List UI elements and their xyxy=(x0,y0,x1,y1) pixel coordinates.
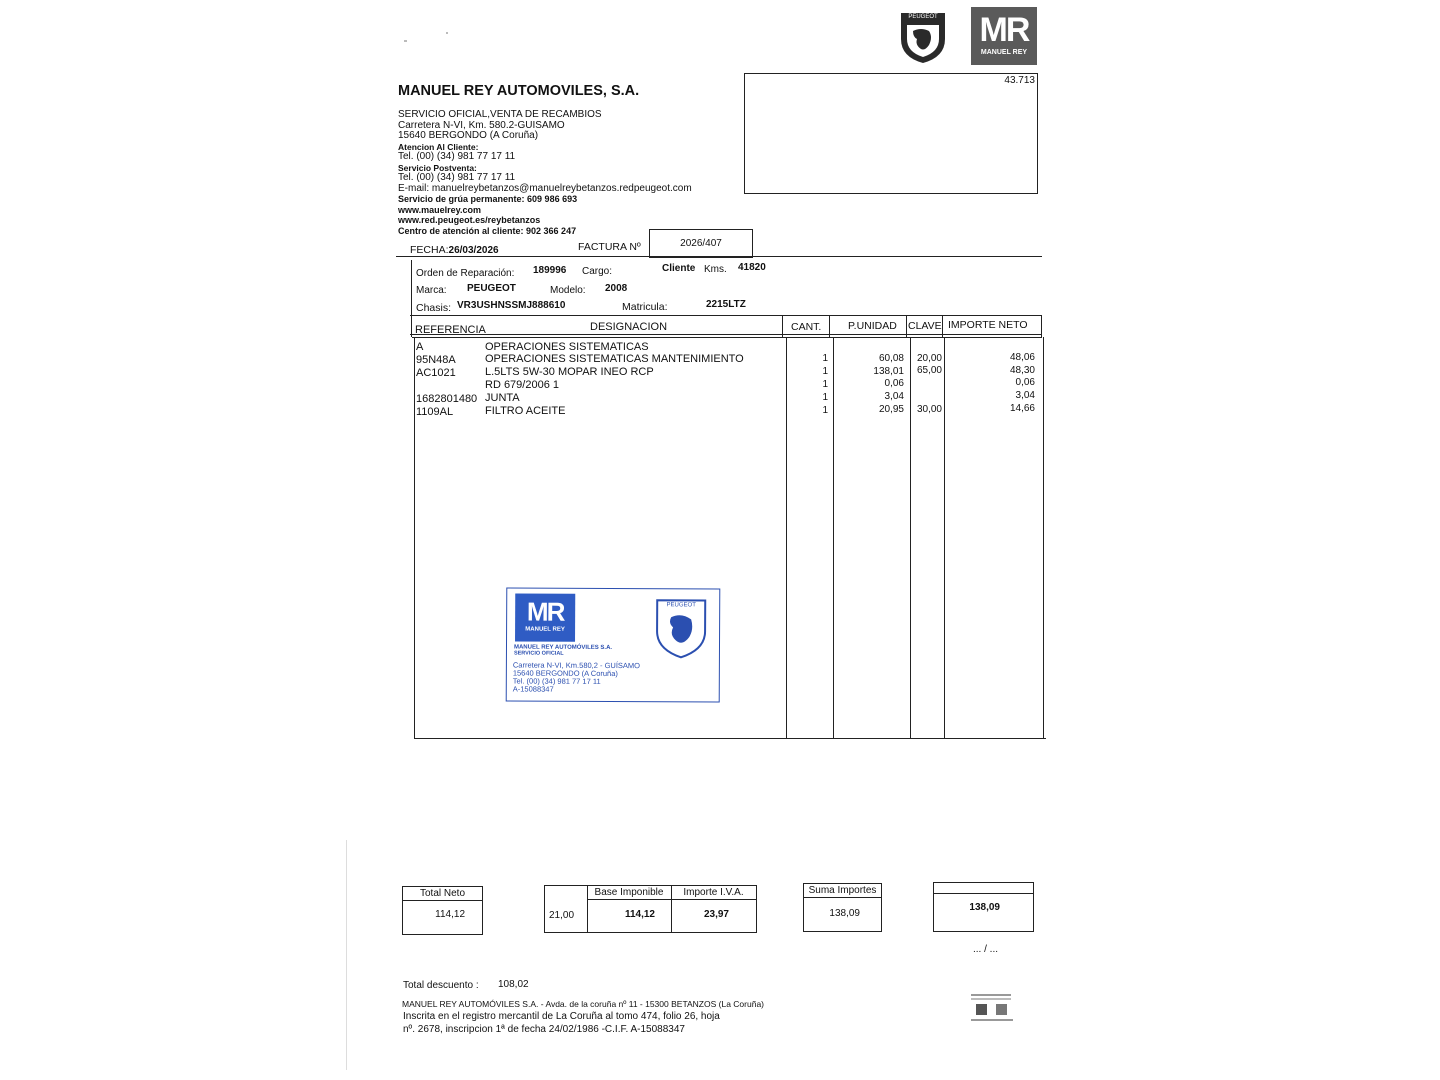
orden-value: 189996 xyxy=(533,265,567,276)
table-header-line xyxy=(410,334,1042,335)
address-line: www.mauelrey.com xyxy=(398,204,482,215)
row-punidad: 0,06 xyxy=(884,378,904,389)
row-ref: 95N48A xyxy=(416,354,456,366)
row-ref: AC1021 xyxy=(416,367,456,379)
social-icons xyxy=(969,992,1015,1024)
total-final-value: 138,09 xyxy=(969,902,1000,913)
company-address-block xyxy=(398,110,692,236)
suma-label: Suma Importes xyxy=(804,884,881,898)
total-neto-value: 114,12 xyxy=(435,909,465,920)
row-cant: 1 xyxy=(822,379,828,390)
stamp-mr-subtext: MANUEL REY xyxy=(525,626,565,633)
row-importe: 48,06 xyxy=(1009,352,1035,363)
kms-label: Kms. xyxy=(704,264,727,275)
base-value: 114,12 xyxy=(624,909,655,920)
factura-label: FACTURA Nº xyxy=(578,241,641,253)
fecha-label: FECHA: xyxy=(410,244,449,256)
manuel-rey-logo xyxy=(971,7,1037,65)
row-ref: 1682801480 xyxy=(416,393,478,405)
row-desig: L.5LTS 5W-30 MOPAR INEO RCP xyxy=(485,366,654,378)
row-desig: RD 679/2006 1 xyxy=(485,379,559,391)
stamp-mr-logo xyxy=(515,593,575,641)
scan-speck xyxy=(404,40,407,42)
stamp-line: 15640 BERGONDO (A Coruña) xyxy=(512,668,618,679)
row-punidad: 60,08 xyxy=(878,353,904,364)
iva-header-line xyxy=(587,899,756,900)
stamp-peugeot-logo xyxy=(653,597,709,659)
total-neto-label: Total Neto xyxy=(403,887,482,901)
stamp-line: A-15088347 xyxy=(512,684,554,694)
row-importe: 0,06 xyxy=(1015,377,1035,388)
row-importe: 48,30 xyxy=(1009,365,1035,376)
address-line: Atencion Al Cliente: xyxy=(398,141,479,152)
modelo-value: 2008 xyxy=(605,283,628,294)
table-col-line xyxy=(829,315,830,337)
row-cant: 1 xyxy=(822,405,828,416)
iva-value: 23,97 xyxy=(703,909,729,920)
row-clave: 20,00 xyxy=(916,353,942,364)
descuento-value: 108,02 xyxy=(498,979,529,990)
row-ref: 1109AL xyxy=(416,406,454,418)
customer-box-top xyxy=(744,73,1038,74)
address-line: www.red.peugeot.es/reybetanzos xyxy=(398,215,541,225)
address-line: Centro de atención al cliente: 902 366 247 xyxy=(398,225,577,236)
stamp-peugeot-text: PEUGEOT xyxy=(666,602,696,609)
row-punidad: 3,04 xyxy=(884,391,904,402)
table-header-line-2 xyxy=(412,337,1042,338)
col-header-clave: CLAVE xyxy=(908,320,942,332)
suma-importes-box xyxy=(803,883,882,932)
modelo-label: Modelo: xyxy=(550,285,586,296)
social-caption-bar xyxy=(971,994,1011,996)
footer-line: Inscrita en el registro mercantil de La Coruña al tomo 474, folio 26, hoja xyxy=(403,1011,720,1022)
row-clave: 65,00 xyxy=(916,365,942,376)
address-line: E-mail: manuelreybetanzos@manuelreybetanzos.redpeugeot.com xyxy=(398,182,692,194)
address-line: Servicio Postventa: xyxy=(398,162,477,173)
page-edge xyxy=(346,840,347,1070)
marca-value: PEUGEOT xyxy=(467,283,516,294)
address-line: 15640 BERGONDO (A Coruña) xyxy=(398,130,539,141)
peugeot-logo-text: PEUGEOT xyxy=(908,14,938,20)
col-header-designacion: DESIGNACION xyxy=(590,321,668,333)
descuento-label: Total descuento : xyxy=(403,980,479,991)
address-line: Tel. (00) (34) 981 77 17 11 xyxy=(398,172,516,183)
table-col-line xyxy=(833,337,834,739)
table-col-line xyxy=(414,337,415,739)
cliente-label: Cliente xyxy=(662,263,696,274)
row-desig: JUNTA xyxy=(485,392,520,404)
stamp-company: MANUEL REY AUTOMÓVILES S.A. xyxy=(513,644,613,651)
row-importe: 3,04 xyxy=(1015,390,1035,401)
chasis-label: Chasis: xyxy=(416,302,452,314)
fecha-value: 26/03/2026 xyxy=(448,245,499,256)
address-line: SERVICIO OFICIAL,VENTA DE RECAMBIOS xyxy=(398,109,602,120)
table-col-line xyxy=(786,337,787,739)
stamp-mr-text: MR xyxy=(526,596,564,627)
table-col-line xyxy=(411,315,412,337)
peugeot-logo xyxy=(895,9,951,65)
total-neto-box xyxy=(402,886,483,935)
stamp-subtitle: SERVICIO OFICIAL xyxy=(513,650,564,657)
chasis-value: VR3USHNSSMJ888610 xyxy=(457,300,566,311)
continue-mark: ... / ... xyxy=(973,944,999,955)
company-name: MANUEL REY AUTOMOVILES, S.A. xyxy=(398,83,640,99)
vehicle-box-top xyxy=(396,256,1042,257)
suma-value: 138,09 xyxy=(829,908,860,919)
iva-rate: 21,00 xyxy=(549,910,575,921)
social-caption-bar xyxy=(971,1019,1013,1021)
mr-logo-subtext: MANUEL REY xyxy=(980,49,1028,56)
row-desig: OPERACIONES SISTEMATICAS MANTENIMIENTO xyxy=(485,353,744,365)
row-ref: A xyxy=(416,341,424,353)
scan-speck xyxy=(446,32,448,34)
row-desig: FILTRO ACEITE xyxy=(485,405,566,417)
row-punidad: 138,01 xyxy=(873,366,904,377)
mr-logo-text: MR xyxy=(979,11,1029,49)
address-line: Servicio de grúa permanente: 609 986 693 xyxy=(398,194,578,204)
row-cant: 1 xyxy=(822,366,828,377)
dealer-stamp xyxy=(506,587,721,702)
row-importe: 14,66 xyxy=(1009,403,1035,414)
table-col-line xyxy=(942,315,943,337)
reference-number: 43.713 xyxy=(1004,75,1035,86)
factura-number-box xyxy=(649,229,753,258)
col-header-importe: IMPORTE NETO xyxy=(948,319,1028,331)
iva-label: Importe I.V.A. xyxy=(683,887,744,898)
table-bottom-line xyxy=(414,738,1046,739)
matricula-label: Matricula: xyxy=(622,301,668,313)
factura-number: 2026/407 xyxy=(680,238,722,249)
table-col-line xyxy=(782,315,783,337)
address-line: Carretera N-VI, Km. 580.2-GUISAMO xyxy=(398,119,565,131)
row-cant: 1 xyxy=(822,392,828,403)
table-col-line xyxy=(910,337,911,739)
footer-line: nº. 2678, inscripcion 1ª de fecha 24/02/1986 -C.I.F. A-15088347 xyxy=(403,1024,685,1035)
cargo-label: Cargo: xyxy=(582,266,613,277)
twitter-icon xyxy=(996,1004,1007,1015)
total-final-line xyxy=(934,893,1033,894)
col-header-punidad: P.UNIDAD xyxy=(848,320,897,332)
customer-box xyxy=(744,73,1038,194)
matricula-value: 2215LTZ xyxy=(706,299,746,310)
stamp-line: Carretera N-VI, Km.580,2 - GUÍSAMO xyxy=(512,660,641,671)
table-col-line xyxy=(944,337,945,739)
iva-box xyxy=(544,885,757,933)
row-cant: 1 xyxy=(822,353,828,364)
total-final-box xyxy=(933,882,1034,932)
fecha-field xyxy=(410,244,499,256)
marca-label: Marca: xyxy=(416,285,447,296)
social-caption-bar xyxy=(971,998,1011,1000)
table-col-line xyxy=(1043,337,1044,739)
address-line: Tel. (00) (34) 981 77 17 11 xyxy=(398,151,516,162)
row-clave: 30,00 xyxy=(916,404,942,415)
base-label: Base Imponible xyxy=(594,887,664,898)
orden-label: Orden de Reparación: xyxy=(416,268,515,279)
row-punidad: 20,95 xyxy=(878,404,904,415)
kms-value: 41820 xyxy=(738,262,766,273)
facebook-icon xyxy=(976,1004,987,1015)
footer-line: MANUEL REY AUTOMÓVILES S.A. - Avda. de la coruña nº 11 - 15300 BETANZOS (La Coruña) xyxy=(402,999,764,1009)
table-col-line xyxy=(1041,315,1042,337)
table-col-line xyxy=(906,315,907,337)
row-desig: OPERACIONES SISTEMATICAS xyxy=(485,341,649,353)
col-header-cant: CANT. xyxy=(791,321,822,333)
stamp-line: Tel. (00) (34) 981 77 17 11 xyxy=(512,676,601,686)
table-top-line xyxy=(410,315,1042,316)
col-header-referencia: REFERENCIA xyxy=(415,324,486,336)
